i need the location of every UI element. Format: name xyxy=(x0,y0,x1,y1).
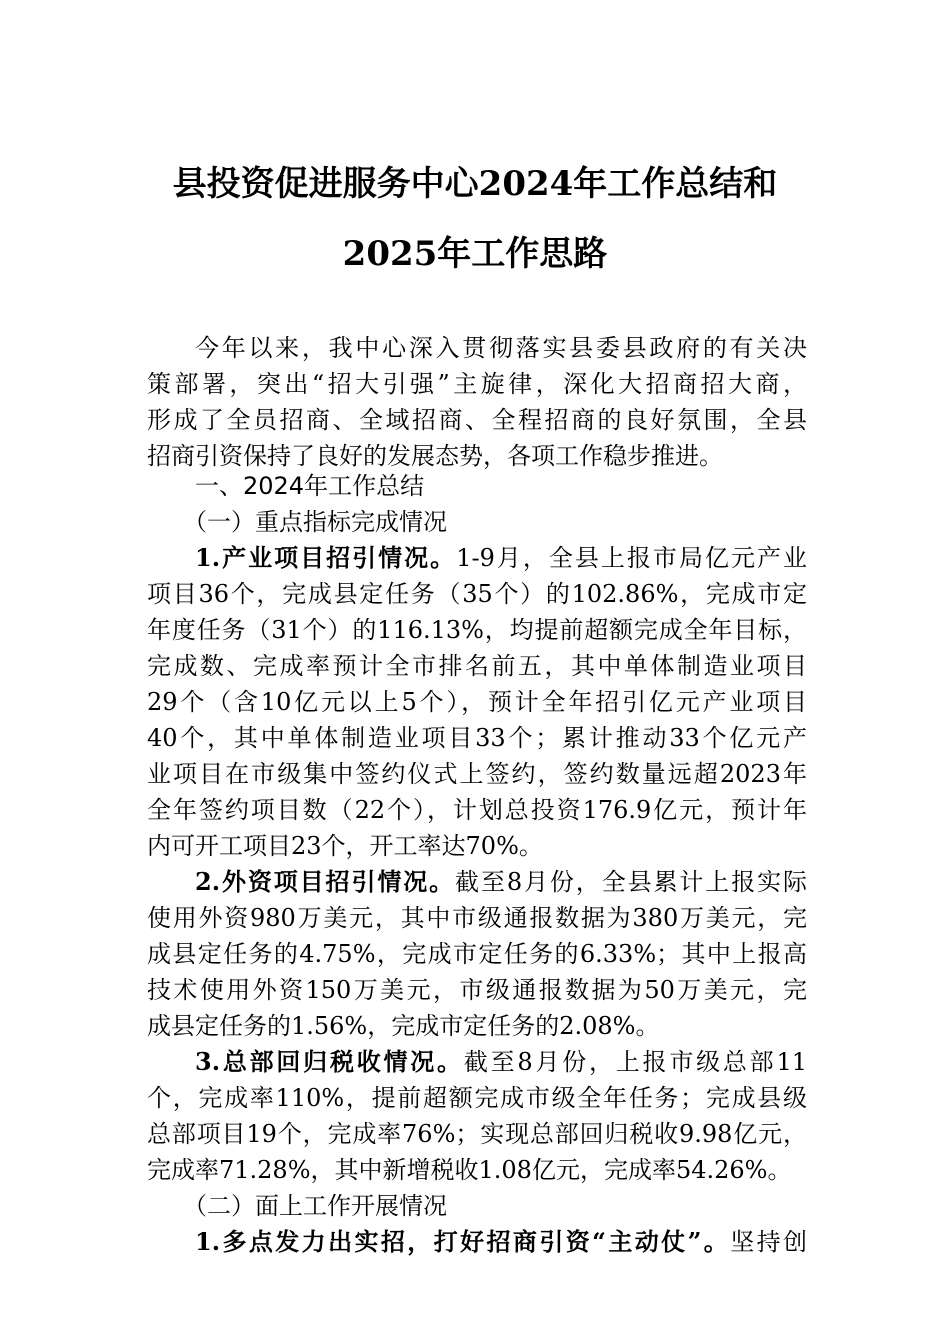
intro-line: 形成了全员招商、全域招商、全程招商的良好氛围，全县 xyxy=(147,406,807,434)
item-text: 1-9月，全县上报市局亿元产业 xyxy=(456,544,807,572)
section-heading: 一、2024年工作总结 xyxy=(195,472,425,500)
document-title-line-1: 县投资促进服务中心2024年工作总结和 xyxy=(172,164,778,204)
item-first-line xyxy=(147,1044,807,1080)
item-line: 29个（含10亿元以上5个），预计全年招引亿元产业项目 xyxy=(147,688,807,716)
item-text: 截至8月份，上报市级总部11 xyxy=(463,1048,807,1076)
subsection-heading: （二）面上工作开展情况 xyxy=(183,1192,447,1220)
item-lead: 1.多点发力出实招，打好招商引资“主动仗”。 xyxy=(195,1227,731,1256)
item-first-line xyxy=(147,540,807,576)
intro-line: 招商引资保持了良好的发展态势，各项工作稳步推进。 xyxy=(147,442,723,470)
item-line: 使用外资980万美元，其中市级通报数据为380万美元，完 xyxy=(147,904,807,932)
item-line: 全年签约项目数（22个），计划总投资176.9亿元，预计年 xyxy=(147,796,807,824)
item-line: 技术使用外资150万美元，市级通报数据为50万美元，完 xyxy=(147,976,807,1004)
item-line: 成县定任务的4.75%，完成市定任务的6.33%；其中上报高 xyxy=(147,940,807,968)
item-first-line xyxy=(147,864,807,900)
item-first-line xyxy=(147,1224,807,1260)
item-line: 总部项目19个，完成率76%；实现总部回归税收9.98亿元， xyxy=(147,1120,807,1148)
item-lead: 2.外资项目招引情况。 xyxy=(195,867,456,896)
intro-line: 策部署，突出“招大引强”主旋律，深化大招商招大商， xyxy=(147,370,807,398)
item-line: 业项目在市级集中签约仪式上签约，签约数量远超2023年 xyxy=(147,760,807,788)
item-line: 项目36个，完成县定任务（35个）的102.86%，完成市定 xyxy=(147,580,807,608)
item-line: 成县定任务的1.56%，完成市定任务的2.08%。 xyxy=(147,1012,660,1040)
item-text: 坚持创 xyxy=(730,1228,807,1256)
intro-line: 今年以来，我中心深入贯彻落实县委县政府的有关决 xyxy=(195,334,807,362)
item-line: 个，完成率110%，提前超额完成市级全年任务；完成县级 xyxy=(147,1084,807,1112)
subsection-heading: （一）重点指标完成情况 xyxy=(183,508,447,536)
item-line: 年度任务（31个）的116.13%，均提前超额完成全年目标， xyxy=(147,616,807,644)
item-lead: 3.总部回归税收情况。 xyxy=(195,1047,464,1076)
item-lead: 1.产业项目招引情况。 xyxy=(195,543,457,572)
item-line: 完成率71.28%，其中新增税收1.08亿元，完成率54.26%。 xyxy=(147,1156,792,1184)
item-text: 截至8月份，全县累计上报实际 xyxy=(455,868,807,896)
item-line: 40个，其中单体制造业项目33个；累计推动33个亿元产 xyxy=(147,724,807,752)
document-title-line-2: 2025年工作思路 xyxy=(342,234,608,274)
item-line: 内可开工项目23个，开工率达70%。 xyxy=(147,832,543,860)
item-line: 完成数、完成率预计全市排名前五，其中单体制造业项目 xyxy=(147,652,807,680)
